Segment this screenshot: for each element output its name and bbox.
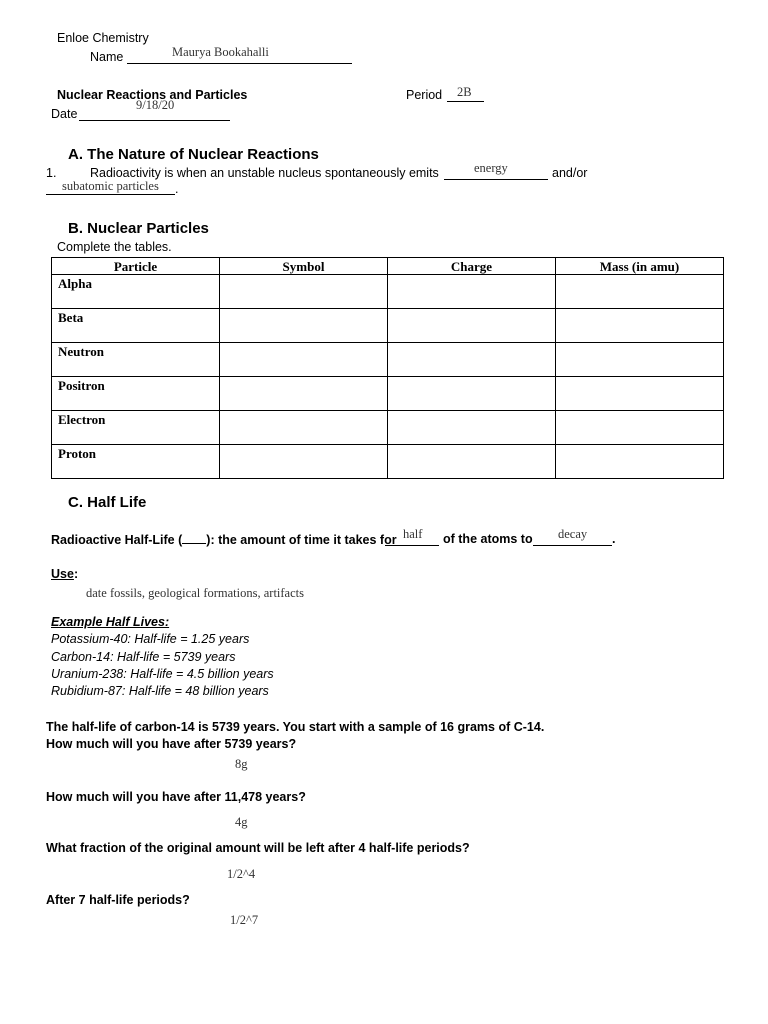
problem-intro: The half-life of carbon-14 is 5739 years. You start with a sample of 16 grams of C-14. <box>46 720 545 734</box>
header-symbol: Symbol <box>220 258 388 275</box>
mass-cell[interactable] <box>556 377 724 411</box>
charge-cell[interactable] <box>388 343 556 377</box>
use-label-text: Use <box>51 567 74 581</box>
particles-table <box>51 257 724 479</box>
course-title: Enloe Chemistry <box>57 31 149 45</box>
example-potassium: Potassium-40: Half-life = 1.25 years <box>51 632 250 646</box>
def-middle: ): the amount of time it takes for <box>206 533 397 547</box>
def-mid2: of the atoms to <box>443 532 533 546</box>
mass-cell[interactable] <box>556 309 724 343</box>
name-line <box>127 63 352 64</box>
example-carbon: Carbon-14: Half-life = 5739 years <box>51 650 236 664</box>
mass-cell[interactable] <box>556 343 724 377</box>
question-1: How much will you have after 5739 years? <box>46 737 297 751</box>
answer-3[interactable]: 1/2^4 <box>227 867 256 881</box>
example-uranium: Uranium-238: Half-life = 4.5 billion years <box>51 667 274 681</box>
symbol-cell[interactable] <box>220 309 388 343</box>
answer-2[interactable]: 4g <box>235 815 248 829</box>
half-life-definition <box>51 532 397 547</box>
answer-energy[interactable]: energy <box>474 161 508 175</box>
answer-decay[interactable]: decay <box>558 527 588 541</box>
mass-cell[interactable] <box>556 445 724 479</box>
particle-alpha: Alpha <box>52 275 220 309</box>
and-or-text: and/or <box>552 166 588 180</box>
particle-electron: Electron <box>52 411 220 445</box>
radioactivity-question: Radioactivity is when an unstable nucleus spontaneously emits <box>90 166 439 180</box>
examples-title: Example Half Lives: <box>51 615 170 629</box>
question-2: How much will you have after 11,478 years? <box>46 790 306 804</box>
section-c-heading: C. Half Life <box>68 494 147 511</box>
table-row <box>52 309 724 343</box>
particle-positron: Positron <box>52 377 220 411</box>
question-4: After 7 half-life periods? <box>46 893 190 907</box>
charge-cell[interactable] <box>388 275 556 309</box>
charge-cell[interactable] <box>388 411 556 445</box>
def-end: . <box>612 532 616 546</box>
answer-1[interactable]: 8g <box>235 757 248 771</box>
answer-4[interactable]: 1/2^7 <box>230 913 259 927</box>
symbol-cell[interactable] <box>220 445 388 479</box>
end-period: . <box>175 182 179 196</box>
date-value[interactable]: 9/18/20 <box>136 98 175 112</box>
question-number: 1. <box>46 166 57 180</box>
answer-subatomic-particles[interactable]: subatomic particles <box>62 179 159 193</box>
section-b-heading: B. Nuclear Particles <box>68 220 209 237</box>
section-a-heading: A. The Nature of Nuclear Reactions <box>68 146 319 163</box>
period-line <box>447 101 484 102</box>
def-prefix: Radioactive Half-Life ( <box>51 533 183 547</box>
period-label: Period <box>406 88 443 102</box>
particle-proton: Proton <box>52 445 220 479</box>
header-charge: Charge <box>388 258 556 275</box>
use-answer[interactable]: date fossils, geological formations, artifacts <box>86 586 304 600</box>
worksheet-title: Nuclear Reactions and Particles <box>57 88 248 102</box>
table-instruction: Complete the tables. <box>57 240 172 254</box>
table-row <box>52 343 724 377</box>
particle-neutron: Neutron <box>52 343 220 377</box>
blank-line-1 <box>444 179 548 180</box>
table-row <box>52 445 724 479</box>
date-line <box>79 120 230 121</box>
answer-half[interactable]: half <box>403 527 423 541</box>
use-label <box>51 567 78 581</box>
mass-cell[interactable] <box>556 275 724 309</box>
blank-line-2 <box>46 194 175 195</box>
table-row <box>52 411 724 445</box>
date-label: Date <box>51 107 78 121</box>
blank-line-decay <box>533 545 612 546</box>
question-3: What fraction of the original amount will be left after 4 half-life periods? <box>46 841 470 855</box>
example-rubidium: Rubidium-87: Half-life = 48 billion years <box>51 684 269 698</box>
charge-cell[interactable] <box>388 309 556 343</box>
charge-cell[interactable] <box>388 445 556 479</box>
header-particle: Particle <box>52 258 220 275</box>
use-label-colon: : <box>73 567 79 581</box>
name-value[interactable]: Maurya Bookahalli <box>172 45 269 59</box>
charge-cell[interactable] <box>388 377 556 411</box>
header-mass: Mass (in amu) <box>556 258 724 275</box>
particle-beta: Beta <box>52 309 220 343</box>
period-value[interactable]: 2B <box>457 85 472 99</box>
symbol-cell[interactable] <box>220 377 388 411</box>
symbol-cell[interactable] <box>220 343 388 377</box>
symbol-cell[interactable] <box>220 411 388 445</box>
table-row <box>52 377 724 411</box>
blank-line-half <box>385 545 439 546</box>
symbol-cell[interactable] <box>220 275 388 309</box>
symbol-blank[interactable] <box>182 532 206 544</box>
table-row <box>52 275 724 309</box>
name-label: Name <box>90 50 124 64</box>
mass-cell[interactable] <box>556 411 724 445</box>
